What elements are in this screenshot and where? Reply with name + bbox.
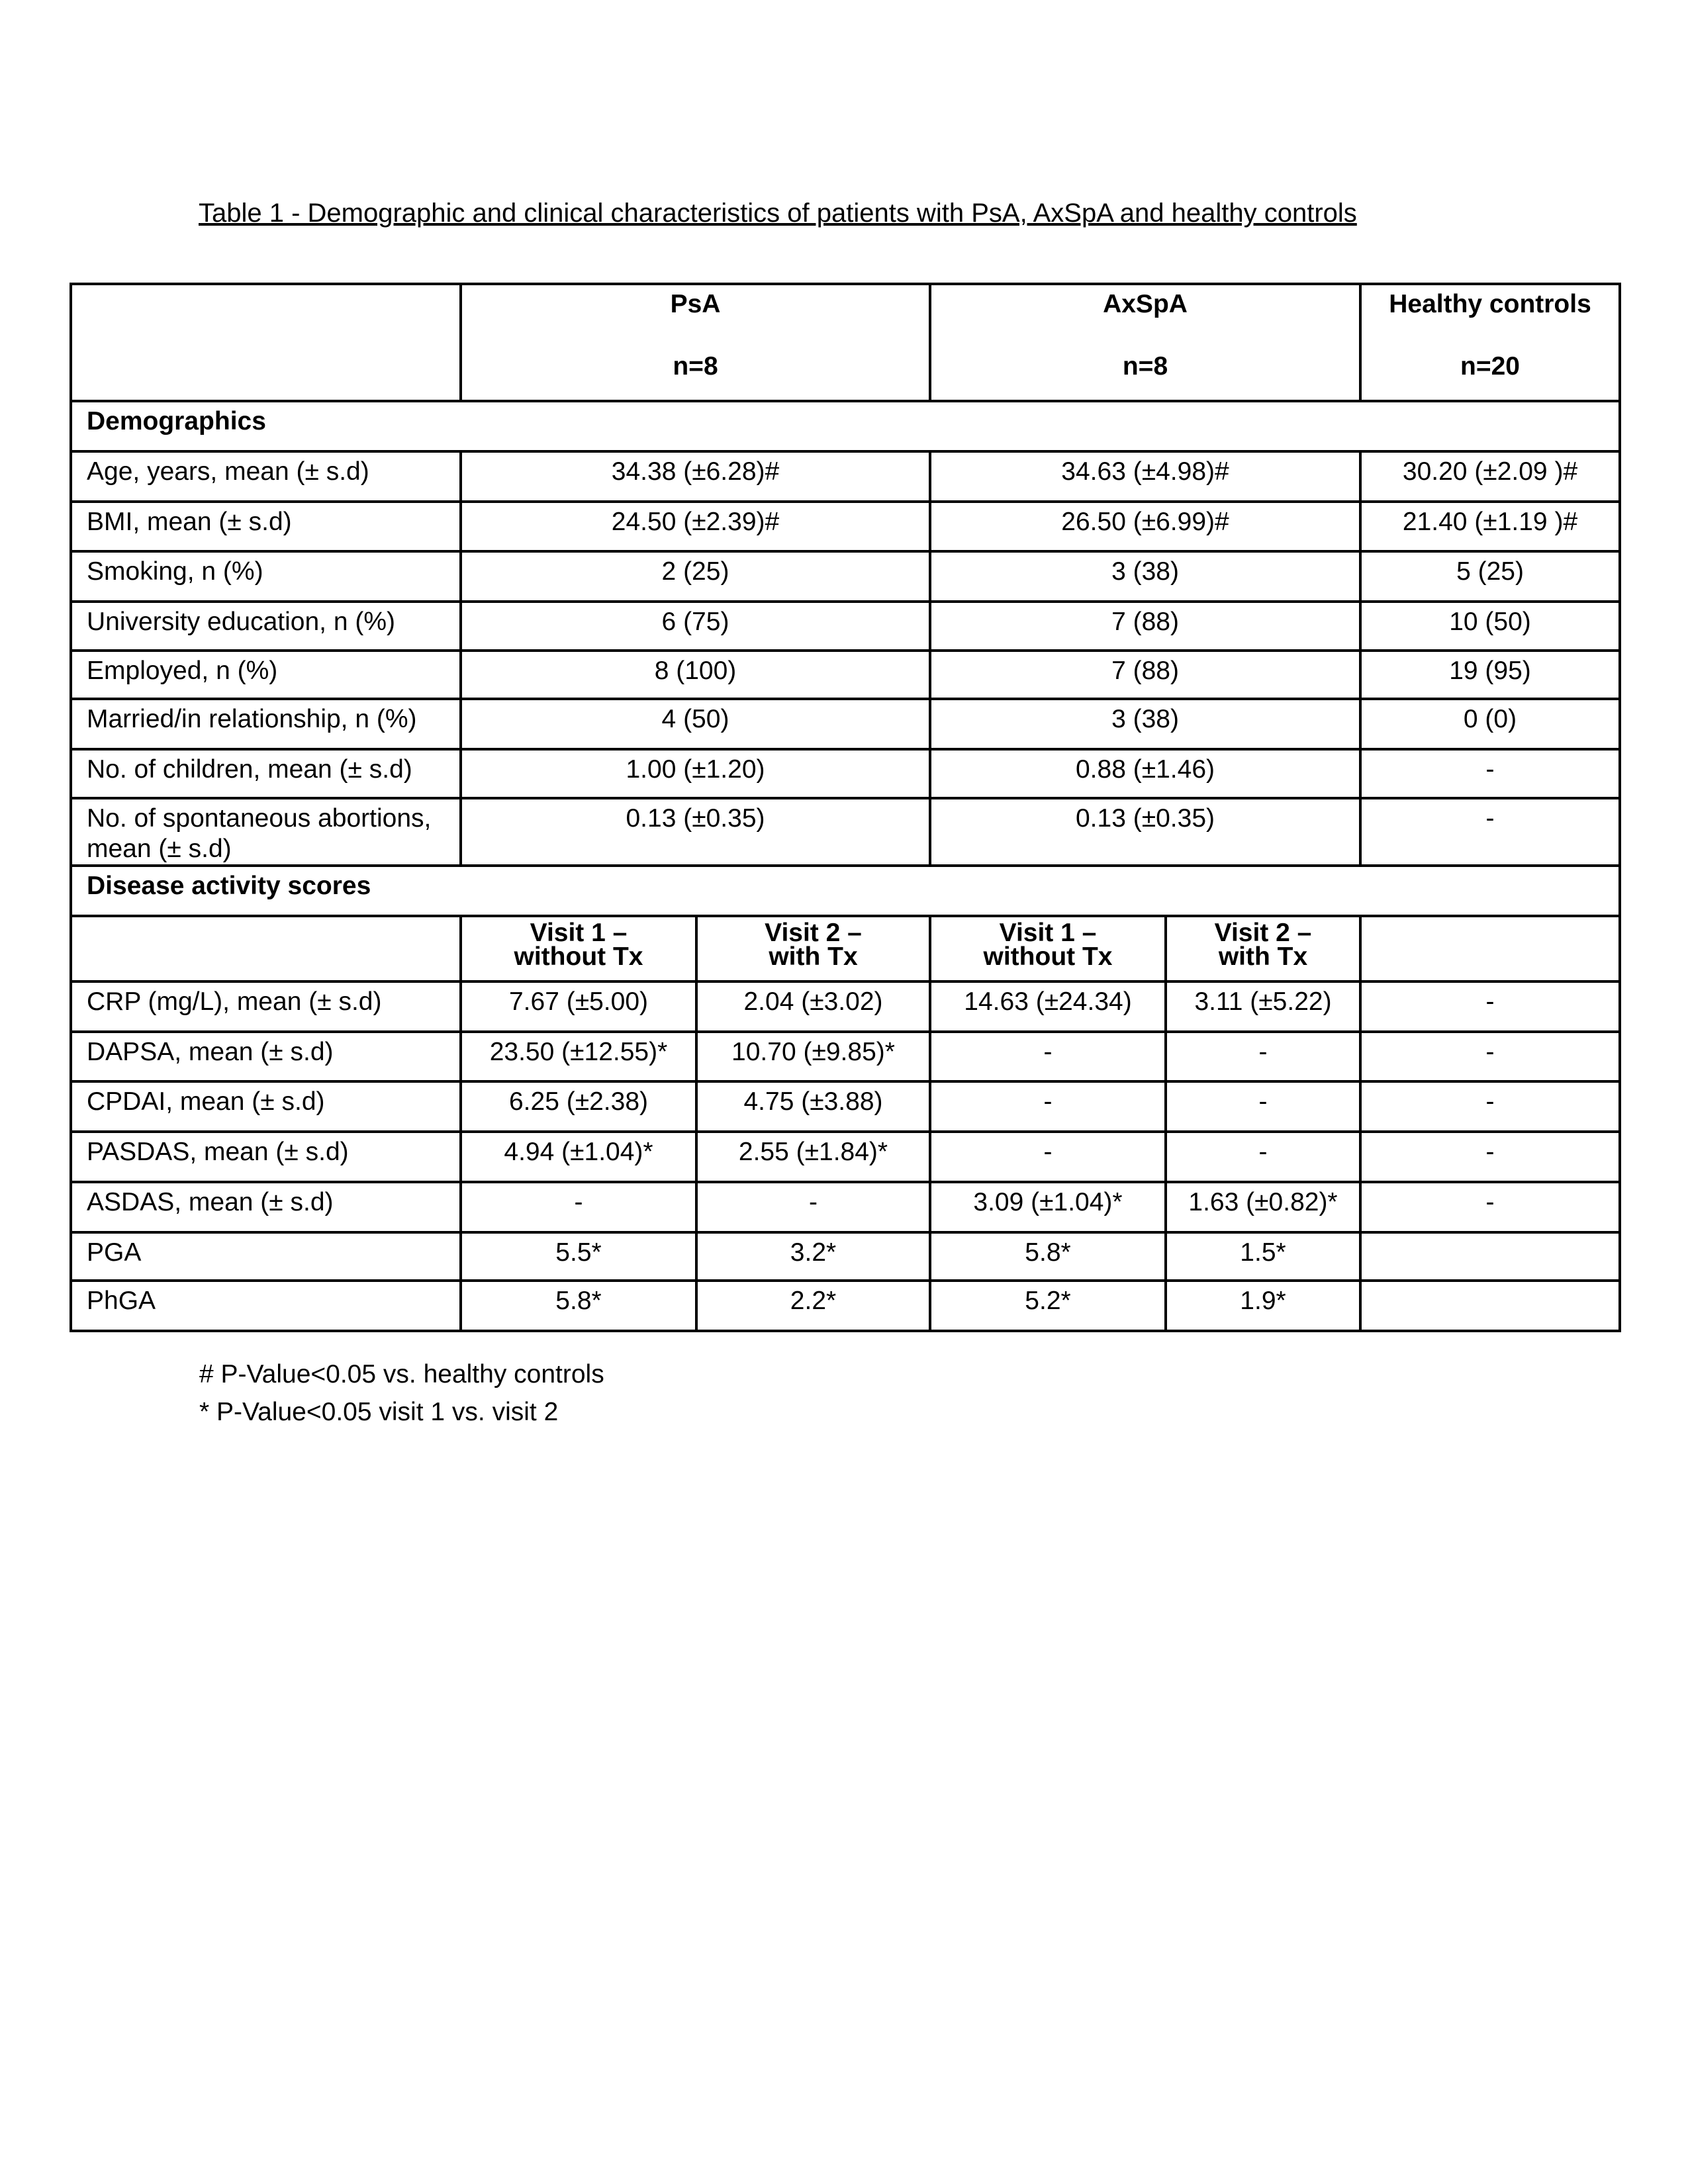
cell-axspa: 26.50 (±6.99)#	[930, 502, 1360, 551]
characteristics-table	[70, 283, 1621, 1332]
cell-psa-visit1: 5.8*	[461, 1281, 696, 1331]
group-name: PsA	[670, 290, 721, 318]
visit-label: Visit 1 –	[530, 919, 628, 947]
cell-psa-visit1: 7.67 (±5.00)	[461, 981, 696, 1032]
group-name: AxSpA	[1103, 290, 1188, 318]
cell-axspa-visit1: 14.63 (±24.34)	[930, 981, 1166, 1032]
table-row	[71, 1132, 1620, 1182]
group-n: n=20	[1460, 352, 1520, 381]
cell-healthy-controls: -	[1360, 1182, 1620, 1232]
cell-axspa: 0.13 (±0.35)	[930, 798, 1360, 866]
empty-cell	[1360, 916, 1620, 981]
section-demographics	[71, 401, 1620, 451]
row-label: PhGA	[71, 1281, 461, 1331]
cell-axspa-visit2: 3.11 (±5.22)	[1166, 981, 1360, 1032]
cell-psa-visit2: 2.2*	[696, 1281, 930, 1331]
cell-axspa-visit2: 1.5*	[1166, 1232, 1360, 1281]
cell-psa-visit2: 4.75 (±3.88)	[696, 1081, 930, 1132]
cell-psa: 1.00 (±1.20)	[461, 749, 930, 798]
table-row	[71, 749, 1620, 798]
visit-header	[930, 916, 1166, 981]
table-row	[71, 981, 1620, 1032]
cell-axspa: 3 (38)	[930, 551, 1360, 602]
cell-psa: 34.38 (±6.28)#	[461, 451, 930, 502]
visit-treatment: without Tx	[514, 942, 643, 971]
cell-healthy-controls: -	[1360, 749, 1620, 798]
cell-axspa-visit2: -	[1166, 1032, 1360, 1081]
visit-treatment: with Tx	[1218, 942, 1308, 971]
row-label: Employed, n (%)	[71, 651, 461, 699]
row-label: Age, years, mean (± s.d)	[71, 451, 461, 502]
row-label: CRP (mg/L), mean (± s.d)	[71, 981, 461, 1032]
cell-psa-visit1: 5.5*	[461, 1232, 696, 1281]
cell-psa-visit2: 2.55 (±1.84)*	[696, 1132, 930, 1182]
table-row	[71, 1232, 1620, 1281]
table-row	[71, 651, 1620, 699]
cell-psa: 2 (25)	[461, 551, 930, 602]
footnote-asterisk: * P-Value<0.05 visit 1 vs. visit 2	[199, 1398, 559, 1426]
cell-healthy-controls: 5 (25)	[1360, 551, 1620, 602]
visit-label: Visit 2 –	[765, 919, 862, 947]
cell-axspa: 34.63 (±4.98)#	[930, 451, 1360, 502]
visit-label: Visit 1 –	[999, 919, 1097, 947]
cell-healthy-controls: -	[1360, 1132, 1620, 1182]
cell-healthy-controls: -	[1360, 1081, 1620, 1132]
cell-psa-visit2: 10.70 (±9.85)*	[696, 1032, 930, 1081]
cell-axspa-visit2: -	[1166, 1081, 1360, 1132]
cell-healthy-controls	[1360, 1232, 1620, 1281]
cell-psa: 24.50 (±2.39)#	[461, 502, 930, 551]
cell-psa-visit1: -	[461, 1182, 696, 1232]
cell-healthy-controls: 30.20 (±2.09 )#	[1360, 451, 1620, 502]
cell-axspa-visit1: 3.09 (±1.04)*	[930, 1182, 1166, 1232]
cell-psa-visit1: 4.94 (±1.04)*	[461, 1132, 696, 1182]
row-label: University education, n (%)	[71, 602, 461, 651]
cell-axspa: 0.88 (±1.46)	[930, 749, 1360, 798]
header-healthy-controls	[1360, 284, 1620, 401]
visit-header	[1166, 916, 1360, 981]
table-title: Table 1 - Demographic and clinical characteristics of patients with PsA, AxSpA and healthy controls	[199, 199, 1357, 228]
cell-axspa-visit1: 5.8*	[930, 1232, 1166, 1281]
table-row	[71, 1281, 1620, 1331]
empty-header-cell	[71, 284, 461, 401]
cell-healthy-controls: -	[1360, 981, 1620, 1032]
row-label: Married/in relationship, n (%)	[71, 699, 461, 749]
visit-treatment: with Tx	[769, 942, 858, 971]
table-row	[71, 1182, 1620, 1232]
section-disease-activity	[71, 866, 1620, 916]
row-label: CPDAI, mean (± s.d)	[71, 1081, 461, 1132]
header-psa	[461, 284, 930, 401]
row-label: PGA	[71, 1232, 461, 1281]
section-heading: Demographics	[71, 401, 1620, 451]
visit-label: Visit 2 –	[1214, 919, 1312, 947]
cell-axspa-visit2: -	[1166, 1132, 1360, 1182]
group-n: n=8	[1122, 352, 1168, 381]
cell-axspa-visit1: 5.2*	[930, 1281, 1166, 1331]
table-row	[71, 451, 1620, 502]
cell-healthy-controls: 10 (50)	[1360, 602, 1620, 651]
cell-psa-visit1: 6.25 (±2.38)	[461, 1081, 696, 1132]
cell-axspa: 7 (88)	[930, 651, 1360, 699]
cell-axspa-visit2: 1.9*	[1166, 1281, 1360, 1331]
cell-psa-visit2: 3.2*	[696, 1232, 930, 1281]
cell-axspa: 7 (88)	[930, 602, 1360, 651]
cell-healthy-controls: -	[1360, 1032, 1620, 1081]
visit-header-row	[71, 916, 1620, 981]
row-label: Smoking, n (%)	[71, 551, 461, 602]
group-name: Healthy controls	[1389, 290, 1591, 318]
cell-axspa-visit1: -	[930, 1132, 1166, 1182]
cell-healthy-controls: 21.40 (±1.19 )#	[1360, 502, 1620, 551]
cell-psa: 4 (50)	[461, 699, 930, 749]
table-row	[71, 1032, 1620, 1081]
visit-header	[696, 916, 930, 981]
cell-psa-visit1: 23.50 (±12.55)*	[461, 1032, 696, 1081]
table-row	[71, 551, 1620, 602]
row-label: ASDAS, mean (± s.d)	[71, 1182, 461, 1232]
cell-psa: 0.13 (±0.35)	[461, 798, 930, 866]
cell-axspa-visit2: 1.63 (±0.82)*	[1166, 1182, 1360, 1232]
cell-healthy-controls	[1360, 1281, 1620, 1331]
table-row	[71, 699, 1620, 749]
visit-treatment: without Tx	[983, 942, 1113, 971]
footnote-hash: # P-Value<0.05 vs. healthy controls	[199, 1360, 604, 1388]
cell-psa-visit2: 2.04 (±3.02)	[696, 981, 930, 1032]
cell-psa-visit2: -	[696, 1182, 930, 1232]
cell-healthy-controls: -	[1360, 798, 1620, 866]
row-label: BMI, mean (± s.d)	[71, 502, 461, 551]
header-axspa	[930, 284, 1360, 401]
table-row	[71, 798, 1620, 866]
cell-axspa-visit1: -	[930, 1081, 1166, 1132]
cell-psa: 6 (75)	[461, 602, 930, 651]
cell-psa: 8 (100)	[461, 651, 930, 699]
table-row	[71, 602, 1620, 651]
row-label: No. of children, mean (± s.d)	[71, 749, 461, 798]
group-n: n=8	[673, 352, 718, 381]
section-heading: Disease activity scores	[71, 866, 1620, 916]
row-label: DAPSA, mean (± s.d)	[71, 1032, 461, 1081]
cell-healthy-controls: 19 (95)	[1360, 651, 1620, 699]
table-row	[71, 1081, 1620, 1132]
cell-healthy-controls: 0 (0)	[1360, 699, 1620, 749]
row-label: No. of spontaneous abortions, mean (± s.d)	[71, 798, 461, 866]
header-row	[71, 284, 1620, 401]
cell-axspa-visit1: -	[930, 1032, 1166, 1081]
empty-cell	[71, 916, 461, 981]
cell-axspa: 3 (38)	[930, 699, 1360, 749]
row-label: PASDAS, mean (± s.d)	[71, 1132, 461, 1182]
visit-header	[461, 916, 696, 981]
table-row	[71, 502, 1620, 551]
